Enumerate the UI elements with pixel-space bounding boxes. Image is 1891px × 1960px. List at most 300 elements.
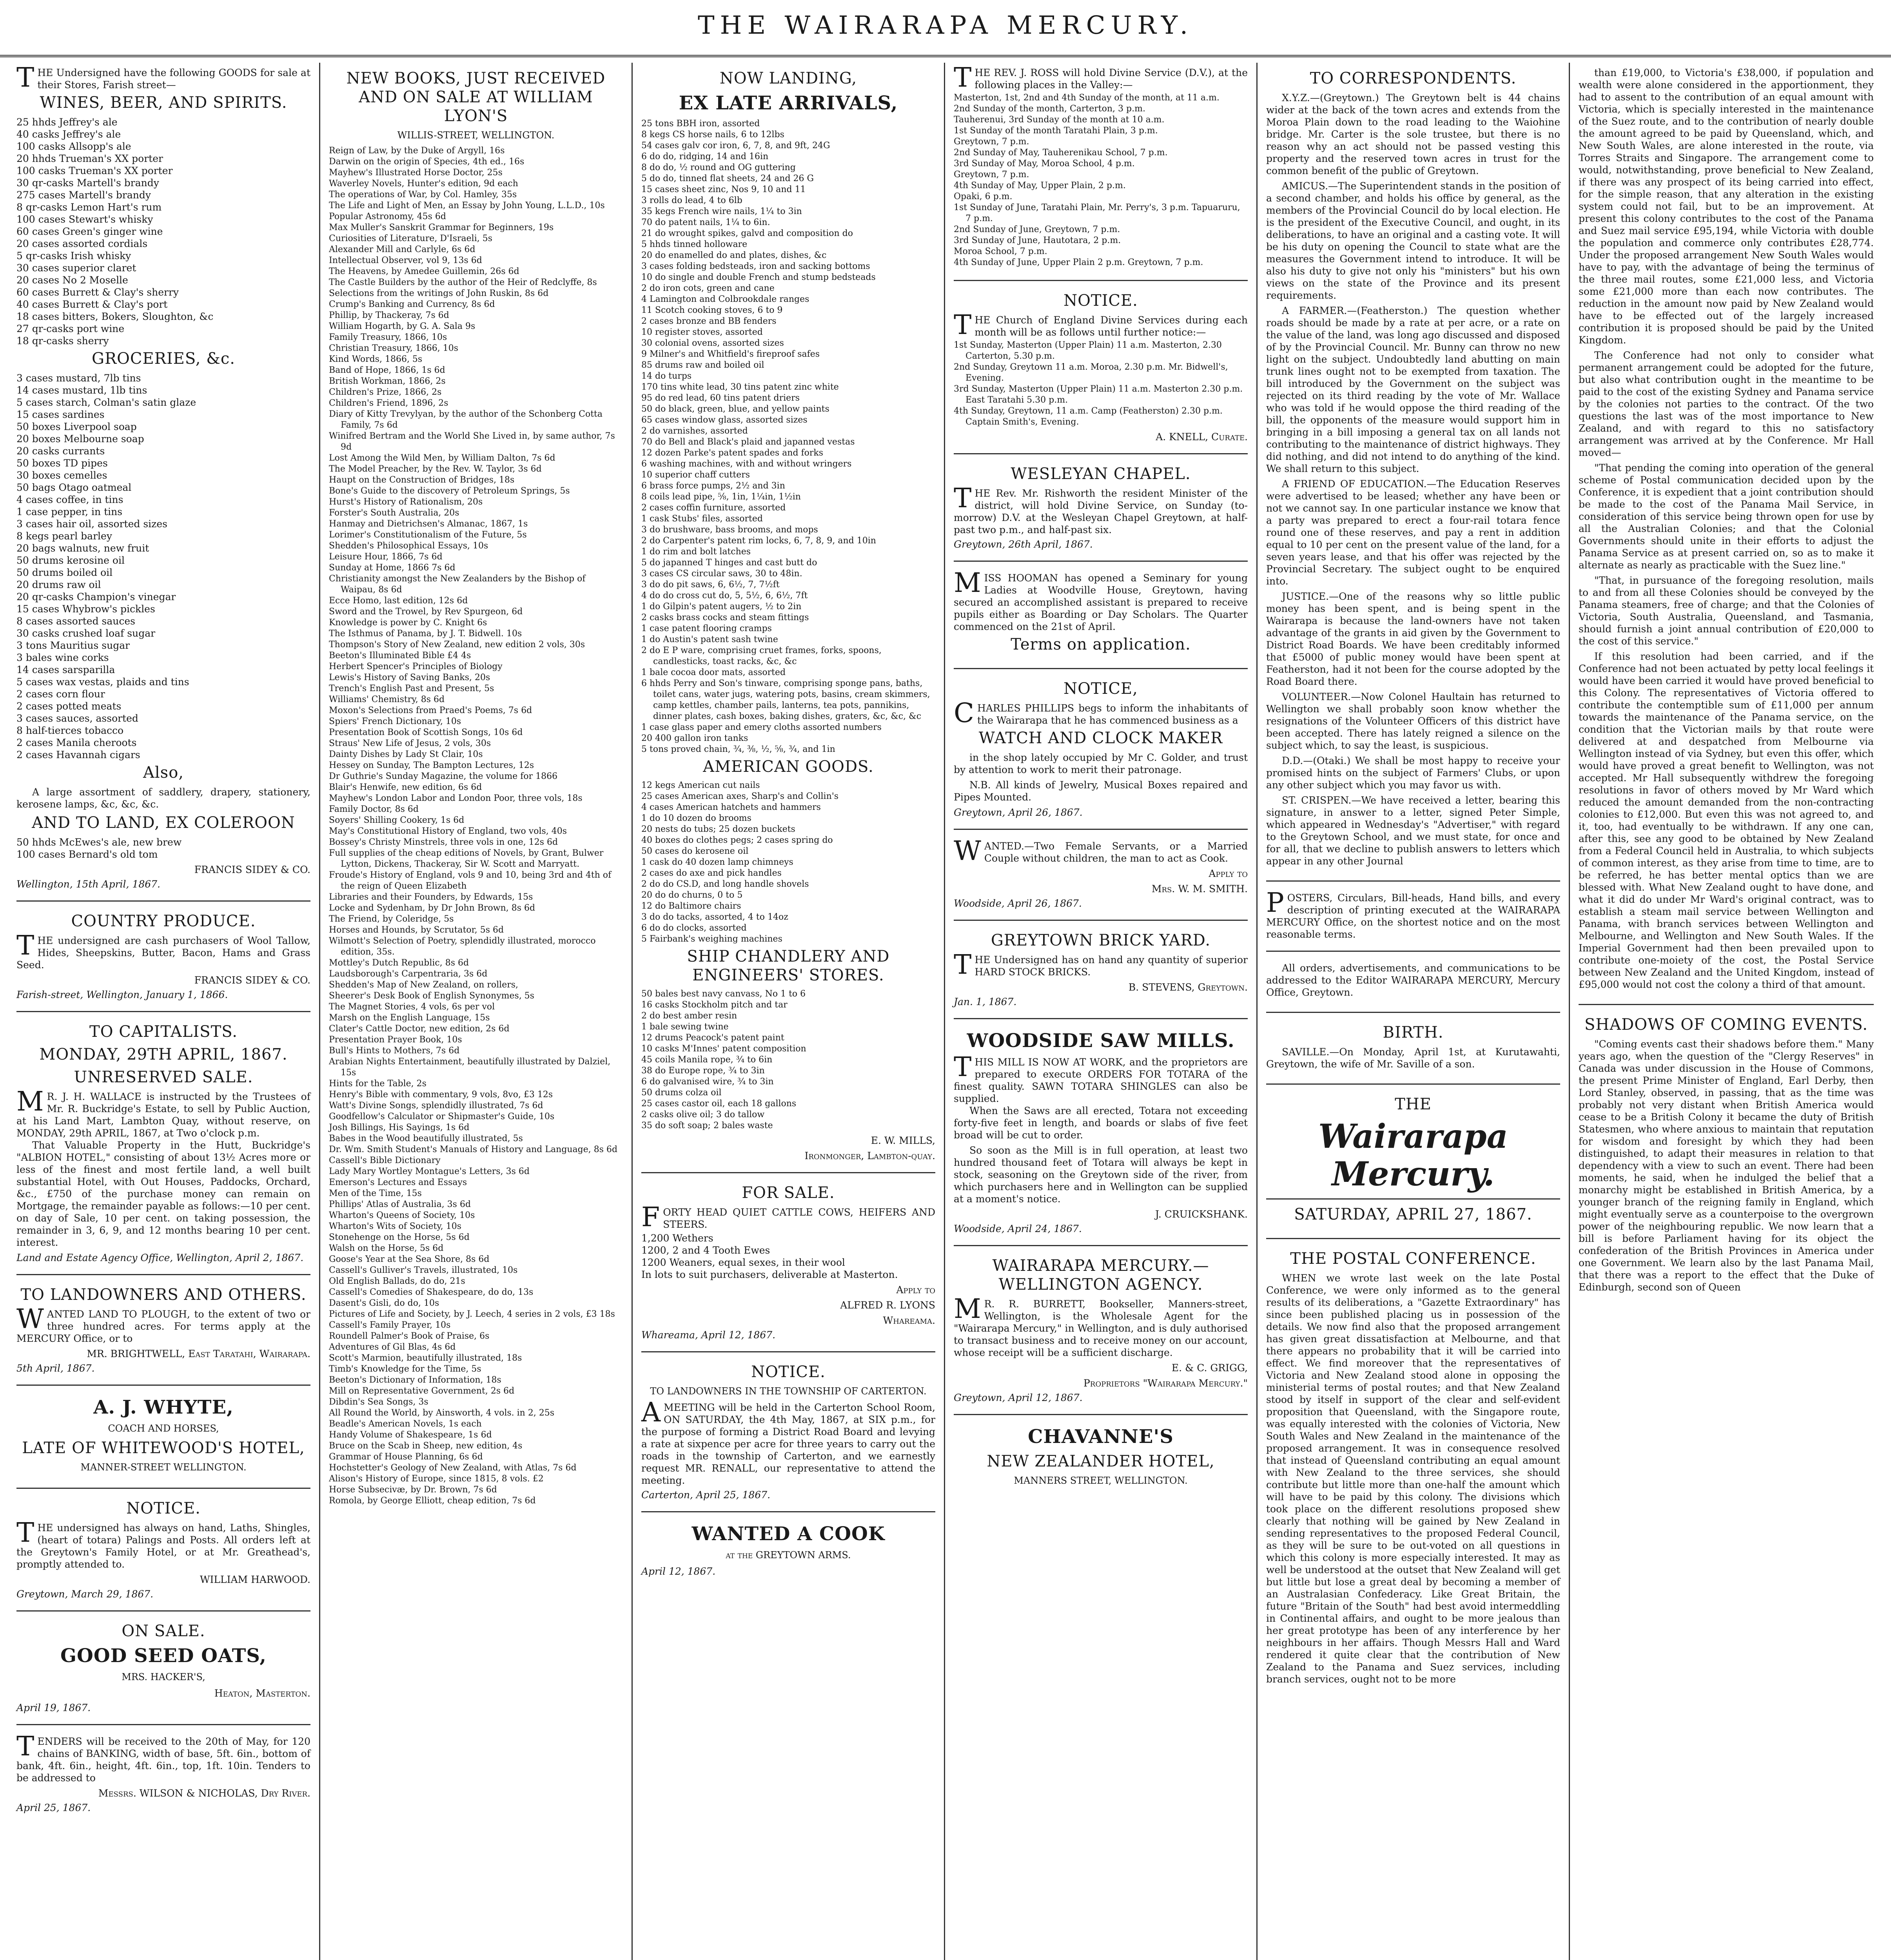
list-item: Froude's History of England, vols 9 and 10, being 3rd and 4th of the reign of Queen Elizabeth — [329, 870, 612, 891]
ross-body: THE REV. J. ROSS will hold Divine Service (D.V.), at the following places in the Valley:— — [954, 63, 1248, 93]
list-item: Ecce Homo, last edition, 12s 6d — [329, 596, 468, 606]
list-item: 50 cases do kerosene oil — [641, 846, 749, 856]
list-item: The Life and Light of Men, an Essay by John Young, L.L.D., 10s — [329, 201, 605, 211]
list-item: Cassell's Bible Dictionary — [329, 1156, 441, 1165]
list-item: Wharton's Wits of Society, 10s — [329, 1221, 462, 1231]
list-item: 2 casks olive oil; 3 do tallow — [641, 1110, 765, 1120]
list-item: 70 do patent nails, 1¼ to 6in. — [641, 218, 770, 227]
list-item: 35 kegs French wire nails, 1¼ to 3in — [641, 207, 802, 216]
tenders-ad — [16, 1731, 310, 1824]
sawmill-heading: WOODSIDE SAW MILLS. — [967, 1030, 1235, 1052]
cook-heading: WANTED A COOK — [691, 1523, 885, 1545]
list-item: Dr. Wm. Smith Student's Manuals of History and Language, 8s 6d — [329, 1145, 618, 1154]
capitalists-ad — [16, 1022, 310, 1275]
list-item: 3 do do pit saws, 6, 6½, 7, 7½ft — [641, 580, 780, 590]
american-heading: AMERICAN GOODS. — [703, 758, 874, 776]
list-item: Hochstetter's Geology of New Zealand, with Atlas, 7s 6d — [329, 1463, 577, 1473]
tenders-signature: Messrs. WILSON & NICHOLAS, Dry River. — [98, 1788, 310, 1799]
harwood-body: THE undersigned has always on hand, Laths, Shingles, (heart of totara) Palings and Posts. All orders left at the Greytown's Family Hotel, or at Mr. Greathead's, promptly attended to. — [16, 1517, 310, 1570]
also-label: Also, — [143, 764, 184, 782]
posters-body: POSTERS, Circulars, Bill-heads, Hand bills, and every description of printing executed at the WAIRARAPA MERCURY Office, on the shortest notice and on the most reasonable terms. — [1266, 887, 1560, 940]
list-item: Family Doctor, 8s 6d — [329, 804, 419, 814]
paragraph: WHEN we wrote last week on the late Postal Conference, we were only informed as to the general results of its deliberations, a "Gazette Extraordinary" has since been published placing us in possession of the details. We now find also that the proposed arrangement has given great dissatisfaction at Melbourne, and that there appears no probability that it will be carried into effect. We find moreover that the representatives of Victoria and New Zealand stood alone in opposing the ministerial terms of postal routes; and that New Zealand stood by itself in support of the clear and self-evident proposition that Queensland, with the Singapore route, was equally interested with the colonies of Victoria, New South Wales and New Zealand in the maintenance of the proposed arrangement. It was in consequence resolved that instead of Queensland contributing an equal amount with New Zealand to the three services, she should contribute but little more than one-half the amount which will have to be paid by this colony. The divisions which took place on the different resolutions proposed shew clearly that nothing will be gained by New Zealand in sending representatives to the proposed Federal Council, as they will be sure to be out-voted on all questions in which this colony is more especially interested. It may as well be understood at the outset that New Zealand will get but little but lose a great deal by becoming a member of an Australasian Confederacy. Like Great Britain, the future "Britain of the South" had best avoid intermeddling in Continental affairs, and ought to be more jealous than her great prototype has been of any interference by her neighbours in her affairs. Though Messrs Hall and Ward rendered it quite clear that the contribution of New Zealand to the Panama and Suez services, including branch services, ought not to be more — [1266, 1272, 1560, 1685]
list-item: 25 tons BBH iron, assorted — [641, 119, 760, 129]
list-item: Watt's Divine Songs, splendidly illustrated, 7s 6d — [329, 1101, 543, 1111]
list-item: 6 do galvanised wire, ¾ to 3in — [641, 1077, 774, 1087]
list-item: The Isthmus of Panama, by J. T. Bidwell. 10s — [329, 629, 522, 639]
list-item: 50 bags Otago oatmeal — [16, 482, 132, 493]
unreserved-signature: Land and Estate Agency Office, Wellington, April 2, 1867. — [16, 1252, 304, 1263]
list-item: 6 washing machines, with and without wringers — [641, 459, 852, 469]
cook-ad — [641, 1523, 935, 1588]
sawmill-signature: J. CRUICKSHANK. — [1155, 1209, 1248, 1220]
shadows-article — [1579, 1015, 1874, 1307]
whyte-sub-3: MANNER-STREET WELLINGTON. — [80, 1462, 247, 1473]
wesleyan-heading: WESLEYAN CHAPEL. — [1011, 465, 1191, 483]
list-item: 65 cases window glass, assorted sizes — [641, 415, 808, 425]
list-item: 1 cask do 40 dozen lamp chimneys — [641, 857, 793, 867]
list-item: Arabian Nights Entertainment, beautifully illustrated by Dalziel, 15s — [329, 1057, 611, 1078]
paragraph: X.Y.Z.—(Greytown.) The Greytown belt is 44 chains wider at the back of the town acres and extends from the Moroa Plain down to the road leading to the Waiohine bridge. Mr. Carter is the sole trustee, but there is no reason why an act should not be passed vesting this property and the reserved town acres in trust for the common benefit of the public of Greytown. — [1266, 92, 1560, 176]
list-item: 3 cases mustard, 7lb tins — [16, 372, 141, 384]
list-item: May's Constitutional History of England, two vols, 40s — [329, 826, 567, 836]
agency-heading: WAIRARAPA MERCURY.—WELLINGTON AGENCY. — [992, 1257, 1209, 1294]
chandlery-list — [641, 989, 935, 1131]
list-item: Goodfellow's Calculator or Shipmaster's Guide, 10s — [329, 1112, 555, 1122]
list-item: 5 do japanned T hinges and cast butt do — [641, 558, 817, 568]
list-item: 45 coils Manila rope, ¾ to 6in — [641, 1055, 773, 1065]
list-item: 5 cases wax vestas, plaids and tins — [16, 676, 189, 688]
paragraph: If this resolution had been carried, and if the Conference had not been actuated by petty local feelings it would have been carried it would have proved beneficial to this Colony. The representatives of Victoria offered to contribute the contemptible sum of £11,000 per annum towards the maintenance of the Panama service, on the condition that the Victorian mails by that route were delivered at and despatched from Melbourne via Wellington instead of via Sydney, but even this offer, which would have proved a great benefit to Wellington, was not accepted. Mr Hall subsequently withdrew the foregoing resolutions in favor of others moved by Mr Ward which reduced the amount demanded from the non-contracting colonies to £12,000. But even this was not agreed to, and it, too, had eventually to be withdrawn. If any one can, after this, see any good to be obtained by New Zealand from a Federal Council held in Australia, to which subjects of common interest, as they arise from time to time, are to be referred, he has better mental optics than we are blessed with. What New Zealand ought to have done, and what it did do under Mr Ward's original contract, was to establish a steam mail service between Wellington and Panama, with branch services between Wellington and Melbourne, and Wellington and New South Wales. If the Imperial Government had then been prevailed upon to contribute one-moiety of the cost, the Postal Service between New Zealand and the United Kingdom, instead of £95,000 would not cost the colony a third of that amount. — [1579, 651, 1874, 990]
list-item: 2nd Sunday of the month, Carterton, 3 p.m. — [954, 104, 1145, 114]
list-item: Diary of Kitty Trevylyan, by the author of the Schonberg Cotta Family, 7s 6d — [329, 409, 603, 430]
list-item: 20 bags walnuts, new fruit — [16, 543, 149, 554]
list-item: 8 kegs pearl barley — [16, 530, 112, 542]
list-item: The Friend, by Coleridge, 5s — [329, 914, 454, 924]
list-item: Beadle's American Novels, 1s each — [329, 1419, 482, 1429]
list-item: 9 Milner's and Whitfield's fireproof safes — [641, 349, 820, 359]
list-item: The Heavens, by Amedee Guillemin, 26s 6d — [329, 267, 519, 276]
paragraph: AMICUS.—The Superintendent stands in the position of a second chamber, and holds his office by general, as the members of the Provincial Council do by local election. He is the president of the Executive Council, and ought, in its deliberations, to have an original and a casting vote. It will be his duty on opening the Council to state what are the measures the Government intend to introduce. It will be also his duty to give not only his "ministers" but his own views on the state of the Province and its present requirements. — [1266, 180, 1560, 301]
list-item: Alison's History of Europe, since 1815, 8 vols. £2 — [329, 1474, 544, 1484]
list-item: 6 do do clocks, assorted — [641, 923, 747, 933]
whyte-sub: COACH AND HORSES, — [108, 1423, 219, 1434]
list-item: 15 cases sheet zinc, Nos 9, 10 and 11 — [641, 185, 806, 194]
list-item: Mill on Representative Government, 2s 6d — [329, 1386, 515, 1396]
list-item: 100 casks Trueman's XX porter — [16, 165, 173, 176]
list-item: Henry's Bible with commentary, 9 vols, 8vo, £3 12s — [329, 1090, 553, 1100]
list-item: Moxon's Selections from Praed's Poems, 7s 6d — [329, 706, 532, 715]
conference-article — [1266, 1249, 1560, 1699]
agency-sub: Proprietors "Wairarapa Mercury." — [1083, 1377, 1248, 1389]
list-item: 1 bale sewing twine — [641, 1022, 729, 1032]
carterton-heading: NOTICE. — [751, 1363, 826, 1381]
list-item: 1 do 10 dozen do brooms — [641, 813, 751, 823]
list-item: Dasent's Gisli, do do, 10s — [329, 1298, 439, 1308]
list-item: 275 cases Martell's brandy — [16, 189, 151, 201]
list-item: Max Muller's Sanskrit Grammar for Beginners, 19s — [329, 223, 554, 232]
list-item: 15 cases sardines — [16, 409, 105, 420]
also-text: A large assortment of saddlery, drapery, stationery, kerosene lamps, &c, &c, &c. — [16, 786, 310, 810]
list-item: 50 drums colza oil — [641, 1088, 722, 1098]
list-item: 10 register stoves, assorted — [641, 327, 763, 337]
oats-heading: GOOD SEED OATS, — [60, 1645, 267, 1667]
list-item: 8 cases assorted sauces — [16, 615, 135, 627]
forsale-body: FORTY HEAD QUIET CATTLE COWS, HEIFERS AND STEERS. — [641, 1202, 935, 1233]
list-item: 12 kegs American cut nails — [641, 780, 760, 790]
list-item: 20 400 gallon iron tanks — [641, 733, 748, 743]
unreserved-body-2: That Valuable Property in the Hutt, Buckridge's "ALBION HOTEL," consisting of about 13½ Acres more or less of the finest and most fertile land, a well built substantial Hotel, with Out Houses, Paddocks, Orchard, &c., £750 of the purchase money can remain on Mortgage, the remainder payable as follows:—10 per cent. on day of Sale, 10 per cent. on taking possession, the remainder in 3, 6, 9, and 12 months bearing 10 per cent. interest. — [16, 1140, 310, 1248]
list-item: Band of Hope, 1866, 1s 6d — [329, 365, 445, 375]
forsale-heading: FOR SALE. — [742, 1184, 835, 1202]
list-item: William Hogarth, by G. A. Sala 9s — [329, 321, 475, 331]
chavanne-ad — [954, 1425, 1248, 1501]
church-list — [954, 340, 1248, 428]
list-item: Masterton, 1st, 2nd and 4th Sunday of the month, at 11 a.m. — [954, 93, 1220, 103]
list-item: 3 tons Mauritius sugar — [16, 640, 130, 651]
list-item: Babes in the Wood beautifully illustrated, 5s — [329, 1134, 523, 1143]
the-label: THE — [1395, 1095, 1432, 1113]
list-item: Laudsborough's Carpentraria, 3s 6d — [329, 969, 488, 979]
list-item: 2 do Carpenter's patent rim locks, 6, 7, 8, 9, and 10in — [641, 536, 876, 546]
agency-ad — [954, 1256, 1248, 1415]
list-item: Beeton's Dictionary of Information, 18s — [329, 1375, 501, 1385]
list-item: 20 boxes Melbourne soap — [16, 433, 144, 445]
list-item: 3 do do tacks, assorted, 4 to 14oz — [641, 912, 788, 922]
list-item: Dibdin's Sea Songs, 3s — [329, 1397, 428, 1407]
list-item: Selections from the writings of John Ruskin, 8s 6d — [329, 289, 549, 298]
list-item: Cassell's Gulliver's Travels, illustrated, 10s — [329, 1265, 518, 1275]
wesleyan-notice — [954, 465, 1248, 562]
list-item: 30 casks crushed loaf sugar — [16, 628, 156, 639]
unreserved-heading: UNRESERVED SALE. — [74, 1068, 253, 1086]
books-ad — [329, 69, 623, 1518]
list-item: In lots to suit purchasers, deliverable at Masterton. — [641, 1269, 898, 1280]
list-item: 3 cases hair oil, assorted sizes — [16, 518, 167, 530]
list-item: Horse Subsecivæ, by Dr. Brown, 7s 6d — [329, 1485, 497, 1495]
sawmill-ad — [954, 1029, 1248, 1246]
tenders-date: April 25, 1867. — [16, 1802, 91, 1813]
list-item: Bruce on the Scab in Sheep, new edition, 4s — [329, 1441, 523, 1451]
list-item: 20 casks currants — [16, 445, 105, 457]
list-item: 8 half-tierces tobacco — [16, 725, 124, 736]
page-columns — [8, 63, 1883, 1960]
produce-heading: COUNTRY PRODUCE. — [71, 912, 256, 930]
list-item: Hanmay and Dietrichsen's Almanac, 1867, 1s — [329, 519, 528, 529]
list-item: Sheerer's Desk Book of English Synonymes, 5s — [329, 991, 535, 1001]
sawmill-date: Woodside, April 24, 1867. — [954, 1223, 1082, 1234]
chavanne-sub: NEW ZEALANDER HOTEL, — [987, 1452, 1215, 1470]
list-item: Phillips' Atlas of Australia, 3s 6d — [329, 1200, 471, 1209]
list-item: 30 qr-casks Martell's brandy — [16, 177, 159, 189]
list-item: 20 do enamelled do and plates, dishes, &c — [641, 250, 827, 260]
paragraph: "That, in pursuance of the foregoing resolution, mails to and from all these Colonies should be conveyed by the Panama steamers, free of charge; and that the Colonies of Victoria, South Australia, Queensland, and Tasmania, should furnish a joint annual contribution of £20,000 to the cost of this service." — [1579, 575, 1874, 647]
list-item: Darwin on the origin of Species, 4th ed., 16s — [329, 157, 524, 167]
list-item: 35 do soft soap; 2 bales waste — [641, 1121, 773, 1131]
birth-notice — [1266, 1023, 1560, 1085]
list-item: Stonehenge on the Horse, 5s 6d — [329, 1232, 470, 1242]
list-item: Handy Volume of Shakespeare, 1s 6d — [329, 1430, 492, 1440]
list-item: 2 do iron cots, green and cane — [641, 283, 775, 293]
list-item: 4 cases American hatchets and hammers — [641, 802, 821, 812]
column-4 — [945, 63, 1258, 1960]
list-item: 11 Scotch cooking stoves, 6 to 9 — [641, 305, 783, 315]
coleroon-signature: FRANCIS SIDEY & CO. — [194, 864, 310, 875]
list-item: Bossey's Christy Minstrels, three vols in one, 12s 6d — [329, 837, 558, 847]
list-item: 4th Sunday of June, Upper Plain 2 p.m. Greytown, 7 p.m. — [954, 258, 1203, 267]
chavanne-sub-2: MANNERS STREET, WELLINGTON. — [1014, 1475, 1188, 1486]
list-item: British Workman, 1866, 2s — [329, 376, 446, 386]
conference-continued — [1579, 67, 1874, 1005]
list-item: Grammar of House Planning, 6s 6d — [329, 1452, 483, 1462]
list-item: 3 do brushware, bass brooms, and mops — [641, 525, 818, 535]
cook-date: April 12, 1867. — [641, 1566, 716, 1577]
carterton-body: AMEETING will be held in the Carterton School Room, ON SATURDAY, the 4th May, 1867, at SIX p.m., for the purpose of forming a District Road Board and levying a rate at sixpence per acre for three years to carry out the roads in the township of Carterton, and we earnestly request MR. RENALL, our representative to attend the meeting. — [641, 1397, 935, 1486]
list-item: Forster's South Australia, 20s — [329, 508, 459, 518]
list-item: 1st Sunday of June, Taratahi Plain, Mr. Perry's, 3 p.m. Tapuaruru, 7 p.m. — [954, 203, 1240, 223]
agency-body: MR. R. BURRETT, Bookseller, Manners-street, Wellington, is the Wholesale Agent for the "Wairarapa Mercury," in Wellington, and is duly authorised to transact business and to receive money on our account, whose receipt will be a sufficient discharge. — [954, 1294, 1248, 1358]
list-item: Intellectual Observer, vol 9, 13s 6d — [329, 256, 482, 265]
brick-body: THE Undersigned has on hand any quantity of superior HARD STOCK BRICKS. — [954, 949, 1248, 980]
list-item: 1 do rim and bolt latches — [641, 547, 751, 557]
paragraph: "That pending the coming into operation of the general scheme of Postal communication decided upon by the Conference, it is expedient that a joint contribution should be made to the cost of the Panama Mail Service, in consideration of this service being thrown open for use by all the Australian Colonies; and that the Colonial Governments should unite in their efforts to adjust the Panama Service as at present carried on, so as to make it alternate as nearly as practicable with the Suez line." — [1579, 462, 1874, 571]
list-item: 10 superior chaff cutters — [641, 470, 750, 480]
servants-signature: Mrs. W. M. SMITH. — [1151, 883, 1248, 895]
conference-heading: THE POSTAL CONFERENCE. — [1290, 1250, 1536, 1268]
list-item: 2nd Sunday of May, Tauherenikau School, 7 p.m. — [954, 148, 1168, 158]
forsale-date: Whareama, April 12, 1867. — [641, 1329, 776, 1341]
list-item: Bull's Hints to Mothers, 7s 6d — [329, 1046, 460, 1056]
sawmill-body-2: When the Saws are all erected, Totara not exceeding forty-five feet in length, and boards or slabs of five feet broad will be cut to order. — [954, 1105, 1248, 1141]
cattle-ad — [641, 1183, 935, 1352]
list-item: 12 do Baltimore chairs — [641, 901, 741, 911]
list-item: Lady Mary Wortley Montague's Letters, 3s 6d — [329, 1167, 530, 1176]
list-item: Kind Words, 1866, 5s — [329, 354, 423, 364]
harwood-heading: NOTICE. — [126, 1499, 201, 1517]
landowners-body: WANTED LAND TO PLOUGH, to the extent of two or three hundred acres. For terms apply at the MERCURY Office, or to — [16, 1304, 310, 1344]
coleroon-date: Wellington, 15th April, 1867. — [16, 878, 161, 890]
paragraph: than £19,000, to Victoria's £38,000, if population and wealth were alone considered in the apportionment, they had to assent to the contribution of an equal amount with Victoria, which is specially interested in the maintenance of the Suez route, and to the contribution of nearly double the amount agreed to be paid by Queensland, which, and New South Wales, are alone interested in the route, via Torres Straits and Singapore. The arrangement come to would, notwithstanding, prove beneficial to New Zealand, if there was any prospect of its being carried into effect, for the simple reason, that any alteration in the existing system could not fail, but to be an improvement. At present this colony contributes to the cost of the Panama and Suez mail service £95,194, while Victoria with double the population and commerce only contributes £28,774. Under the proposed arrangement New South Wales would have to pay, with the advantage of being the terminus of the three mail routes, some £21,000 less, and Victoria some £21,000 more than each now contributes. The reduction in the amount now paid by New Zealand would have to be effected out of the largely increased contribution it is proposed should be paid by the United Kingdom. — [1579, 67, 1874, 346]
list-item: 8 do do, ½ round and OG guttering — [641, 163, 796, 172]
list-item: Mayhew's London Labor and London Poor, three vols, 18s — [329, 793, 583, 803]
list-item: 1 case pepper, in tins — [16, 506, 123, 517]
forsale-place: Whareama. — [883, 1315, 935, 1326]
list-item: 50 boxes Liverpool soap — [16, 421, 137, 432]
wesleyan-body: THE Rev. Mr. Rishworth the resident Minister of the district, will hold Divine Service, on Sunday (to-morrow) D.V. at the Wesleyan Chapel Greytown, at half-past two p.m., and half-past six. — [954, 483, 1248, 535]
list-item: 3 cases CS circular saws, 30 to 48in. — [641, 569, 802, 579]
orders-notice — [1266, 962, 1560, 1013]
agency-date: Greytown, April 12, 1867. — [954, 1392, 1083, 1403]
list-item: 25 cases castor oil, each 18 gallons — [641, 1099, 797, 1109]
servants-body: WANTED.—Two Female Servants, or a Married Couple without children, the man to act as Cook. — [954, 836, 1248, 867]
list-item: 30 cases superior claret — [16, 262, 136, 274]
list-item: 3rd Sunday of June, Hautotara, 2 p.m. — [954, 236, 1121, 245]
correspondents-heading: TO CORRESPONDENTS. — [1310, 69, 1517, 87]
list-item: Wilmott's Selection of Poetry, splendidly illustrated, morocco edition, 35s. — [329, 936, 596, 957]
phillips-body: CHARLES PHILLIPS begs to inform the inhabitants of the Wairarapa that he has commenced business as a — [954, 698, 1248, 729]
list-item: 2 cases bronze and BB fenders — [641, 316, 777, 326]
phillips-notice-heading: NOTICE, — [1063, 680, 1138, 698]
paragraph: D.D.—(Otaki.) We shall be most happy to receive your promised hints on the subject of Farmers' Clubs, or upon any other subject which you may favor us with. — [1266, 755, 1560, 791]
now-landing-heading: NOW LANDING, — [719, 69, 857, 87]
list-item: 25 cases American axes, Sharp's and Collin's — [641, 791, 839, 801]
ross-list — [954, 93, 1248, 268]
agency-signature: E. & C. GRIGG, — [1171, 1362, 1248, 1374]
list-item: Haupt on the Construction of Bridges, 18s — [329, 475, 515, 485]
carterton-notice — [641, 1363, 935, 1512]
list-item: 50 drums kerosine oil — [16, 555, 125, 566]
list-item: 3 cases folding bedsteads, iron and sacking bottoms — [641, 261, 870, 271]
phillips-heading: WATCH AND CLOCK MAKER — [978, 729, 1223, 747]
servants-ad — [954, 836, 1248, 921]
list-item: The Model Preacher, by the Rev. W. Taylor, 3s 6d — [329, 464, 542, 474]
church-heading: NOTICE. — [1063, 292, 1138, 310]
list-item: Crump's Banking and Currency, 8s 6d — [329, 299, 495, 309]
list-item: Williams' Chemistry, 8s 6d — [329, 695, 445, 704]
orders-body: All orders, advertisements, and communications to be addressed to the Editor WAIRARAPA MERCURY, Mercury Office, Greytown. — [1266, 962, 1560, 998]
groceries-list — [16, 372, 310, 761]
unreserved-body: MR. J. H. WALLACE is instructed by the Trustees of Mr. R. Buckridge's Estate, to sell by Public Auction, at his Land Mart, Lambton Quay, without reserve, on MONDAY, 29th APRIL, 1867, at Two o'clock p.m. — [16, 1086, 310, 1139]
paper-title: Wairarapa Mercury. — [1318, 1117, 1508, 1193]
list-item: Emerson's Lectures and Essays — [329, 1178, 467, 1187]
list-item: 5 tons proved chain, ¾, ⅜, ½, ⅝, ¾, and 1in — [641, 744, 835, 754]
list-item: Horses and Hounds, by Scrutator, 5s 6d — [329, 925, 504, 935]
phillips-ad — [954, 679, 1248, 830]
list-item: The Magnet Stories, 4 vols, 6s per vol — [329, 1002, 495, 1012]
landowners-ad — [16, 1285, 310, 1386]
posters-ad — [1266, 887, 1560, 952]
list-item: The Castle Builders by the author of the Heir of Redclyffe, 8s — [329, 278, 597, 287]
list-item: 2 do E P ware, comprising cruet frames, forks, spoons, candlesticks, toast racks, &c, &c — [641, 646, 882, 666]
conference-continued-paragraphs — [1579, 67, 1874, 991]
list-item: 14 cases sarsparilla — [16, 664, 115, 675]
list-item: 70 do Bell and Black's plaid and japanned vestas — [641, 437, 855, 447]
correspondents-paragraphs — [1266, 92, 1560, 867]
produce-body: THE undersigned are cash purchasers of Wool Tallow, Hides, Sheepskins, Butter, Bacon, Hams and Grass Seed. — [16, 930, 310, 971]
list-item: 5 do do, tinned flat sheets, 24 and 26 G — [641, 174, 814, 183]
list-item: 40 casks Jeffrey's ale — [16, 129, 121, 140]
list-item: 1200 Weaners, equal sexes, in their wool — [641, 1257, 845, 1268]
list-item: Christianity amongst the New Zealanders by the Bishop of Waipau, 8s 6d — [329, 574, 586, 595]
list-item: 16 casks Stockholm pitch and tar — [641, 1000, 788, 1010]
list-item: Shedden's Map of New Zealand, on rollers, — [329, 980, 519, 990]
church-notice — [954, 291, 1248, 454]
shadows-heading: SHADOWS OF COMING EVENTS. — [1584, 1016, 1868, 1034]
list-item: 50 drums boiled oil — [16, 567, 113, 578]
list-item: 85 drums raw and boiled oil — [641, 360, 764, 370]
list-item: 20 cases assorted cordials — [16, 238, 148, 249]
list-item: 4th Sunday of May, Upper Plain, 2 p.m. — [954, 181, 1126, 191]
whyte-heading: A. J. WHYTE, — [93, 1396, 234, 1418]
brick-signature: B. STEVENS, Greytown. — [1128, 982, 1248, 993]
list-item: 3rd Sunday of May, Moroa School, 4 p.m. — [954, 159, 1135, 169]
oats-sub: MRS. HACKER'S, — [122, 1671, 205, 1682]
list-item: Walsh on the Horse, 5s 6d — [329, 1243, 444, 1253]
issue-date: SATURDAY, APRIL 27, 1867. — [1294, 1205, 1532, 1223]
birth-heading: BIRTH. — [1383, 1024, 1444, 1042]
list-item: Pictures of Life and Society, by J. Leech, 4 series in 2 vols, £3 18s — [329, 1309, 615, 1319]
list-item: 1200, 2 and 4 Tooth Ewes — [641, 1245, 770, 1256]
hooman-terms: Terms on application. — [1011, 635, 1191, 653]
list-item: 100 cases Bernard's old tom — [16, 849, 158, 860]
list-item: Hessey on Sunday, The Bampton Lectures, 12s — [329, 760, 534, 770]
list-item: Full supplies of the cheap editions of Novels, by Grant, Bulwer Lytton, Dickens, Thackeray, Sir W. Scott and Marryatt. — [329, 848, 604, 869]
list-item: Timb's Knowledge for the Time, 5s — [329, 1364, 481, 1374]
list-item: Lewis's History of Saving Banks, 20s — [329, 673, 490, 682]
landowners-heading: TO LANDOWNERS AND OTHERS. — [20, 1286, 307, 1304]
shadows-paragraphs — [1579, 1038, 1874, 1293]
list-item: Trench's English Past and Present, 5s — [329, 684, 494, 693]
list-item: Dr Guthrie's Sunday Magazine, the volume for 1866 — [329, 771, 558, 781]
list-item: 2 do best amber resin — [641, 1011, 737, 1021]
list-item: Soyers' Shilling Cookery, 1s 6d — [329, 815, 465, 825]
list-item: 5 cases starch, Colman's satin glaze — [16, 397, 196, 408]
oats-place: Heaton, Masterton. — [214, 1688, 310, 1699]
list-item: 14 do turps — [641, 371, 692, 381]
wines-list — [16, 116, 310, 347]
list-item: Adventures of Gil Blas, 4s 6d — [329, 1342, 456, 1352]
list-item: 2nd Sunday of June, Greytown, 7 p.m. — [954, 225, 1120, 234]
list-item: Lorimer's Constitutionalism of the Future, 5s — [329, 530, 527, 540]
list-item: 21 do wrought spikes, galvd and composition do — [641, 229, 853, 238]
list-item: 1st Sunday, Masterton (Upper Plain) 11 a.m. Masterton, 2.30 Carterton, 5.30 p.m. — [954, 340, 1222, 361]
list-item: 2 do do CS.D, and long handle shovels — [641, 879, 809, 889]
ross-notice — [954, 63, 1248, 281]
ironmongery-list — [641, 118, 935, 755]
list-item: 50 hhds McEwes's ale, new brew — [16, 837, 182, 848]
list-item: 1 bale cocoa door mats, assorted — [641, 668, 786, 677]
list-item: 1st Sunday of the month Taratahi Plain, 3 p.m. — [954, 126, 1158, 136]
list-item: 50 boxes TD pipes — [16, 457, 108, 469]
list-item: 2 cases do axe and pick handles — [641, 868, 782, 878]
list-item: Cassell's Family Prayer, 10s — [329, 1320, 451, 1330]
whyte-ad — [16, 1396, 310, 1489]
list-item: 50 bales best navy canvass, No 1 to 6 — [641, 989, 806, 999]
tenders-body: TENDERS will be received to the 20th of May, for 120 chains of BANKING, width of base, 5ft. 6in., bottom of bank, 4ft. 6in., height, 4ft. 6in., top, 1ft. 10in. Tenders to be addressed to — [16, 1731, 310, 1784]
list-item: 12 drums Peacock's patent paint — [641, 1033, 784, 1043]
list-item: Cassell's Comedies of Shakespeare, do do, 13s — [329, 1287, 534, 1297]
list-item: Hurst's History of Rationalism, 20s — [329, 497, 483, 507]
list-item: 50 do black, green, blue, and yellow paints — [641, 404, 829, 414]
harwood-signature: WILLIAM HARWOOD. — [200, 1574, 310, 1585]
list-item: 4 Lamington and Colbrookdale ranges — [641, 294, 809, 304]
column-2 — [320, 63, 633, 1960]
list-item: Straus' New Life of Jesus, 2 vols, 30s — [329, 739, 491, 748]
list-item: 10 casks M'Innes' patent composition — [641, 1044, 806, 1054]
chavanne-heading: CHAVANNE'S — [1028, 1426, 1174, 1448]
produce-ad — [16, 912, 310, 1012]
books-heading: NEW BOOKS, JUST RECEIVED AND ON SALE AT WILLIAM LYON'S — [346, 69, 606, 125]
hooman-body: MISS HOOMAN has opened a Seminary for young Ladies at Woodville House, Greytown, having secured an accomplished assistant is prepared to receive pupils either as Boarding or Day Scholars. The Quarter commenced on the 21st of April. — [954, 568, 1248, 632]
phillips-date: Greytown, April 26, 1867. — [954, 807, 1083, 818]
list-item: Winifred Bertram and the World She Lived in, by same author, 7s 9d — [329, 431, 615, 452]
paragraph: JUSTICE.—One of the reasons why so little public money has been spent, and is being spent in the Wairarapa is because the land-owners have not taken advantage of the grants in aid given by the Government to District Road Boards. We have been creditably informed that £5000 of public money would have been spent at Featherston, had it not been for the course adopted by the Road Board there. — [1266, 591, 1560, 687]
column-5 — [1258, 63, 1570, 1960]
list-item: Christian Treasury, 1866, 10s — [329, 343, 459, 353]
carterton-date: Carterton, April 25, 1867. — [641, 1489, 771, 1501]
list-item: Mottley's Dutch Republic, 8s 6d — [329, 958, 469, 968]
servants-date: Woodside, April 26, 1867. — [954, 898, 1082, 909]
brick-ad — [954, 931, 1248, 1019]
list-item: Sunday at Home, 1866 7s 6d — [329, 563, 456, 573]
list-item: 1 do Gilpin's patent augers, ½ to 2in — [641, 602, 802, 612]
list-item: 10 do single and double French and stump bedsteads — [641, 272, 876, 282]
list-item: 1 cask Stubs' files, assorted — [641, 514, 763, 524]
list-item: Men of the Time, 15s — [329, 1189, 422, 1198]
list-item: Hints for the Table, 2s — [329, 1079, 426, 1089]
conference-paragraphs — [1266, 1272, 1560, 1685]
list-item: 2 casks brass cocks and steam fittings — [641, 613, 809, 622]
